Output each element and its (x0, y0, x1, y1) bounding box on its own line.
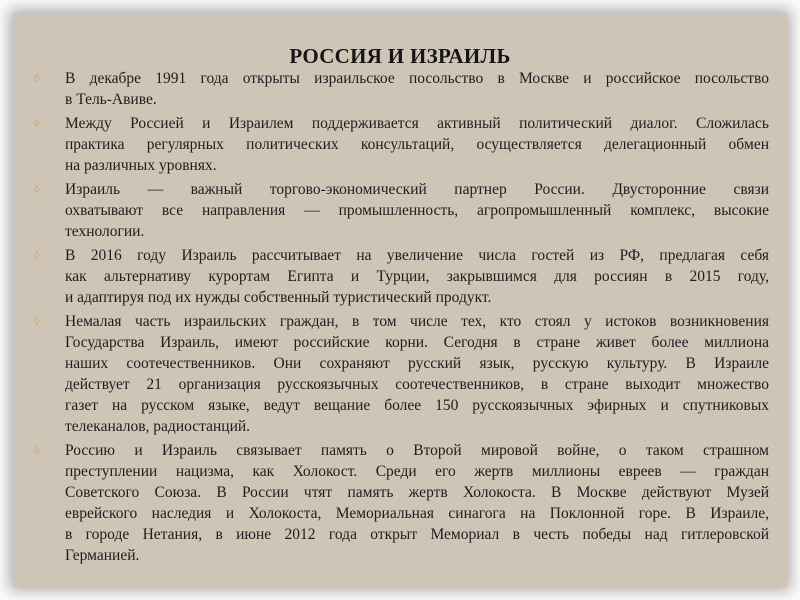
slide-body (34, 68, 769, 569)
paragraph-line: практика регулярных политических консультаций, осуществляется делегационный обмен (65, 136, 769, 153)
paragraph-line: Немалая часть израильских граждан, в том числе тех, кто стоял у истоков возникновения (65, 313, 769, 330)
paragraph-line: Израиль — важный торгово-экономический партнер России. Двусторонние связи (65, 181, 769, 198)
paragraph-line: Между Россией и Израилем поддерживается активный политический диалог. Сложилась (65, 115, 769, 132)
paragraph-line: на различных уровнях. (65, 157, 217, 174)
bullet-item (34, 311, 769, 437)
paragraph-line: Государства Израиль, имеют российские корни. Сегодня в стране живет более миллиона (65, 334, 769, 351)
paragraph-line: в городе Нетания, в июне 2012 года открыт Мемориал в честь победы над гитлеровской (65, 526, 769, 543)
paragraph-line: газет на русском языке, ведут вещание более 150 русскоязычных эфирных и спутниковых (65, 397, 769, 414)
bullet-item (34, 245, 769, 308)
bullet-diamond-icon: ◊ (34, 445, 40, 457)
bullet-item (34, 113, 769, 176)
bullet-item (34, 440, 769, 566)
paragraph-line: Советского Союза. В России чтят память жертв Холокоста. В Москве действуют Музей (65, 484, 769, 501)
paragraph-line: технологии. (65, 223, 145, 240)
paragraph-line: В 2016 году Израиль рассчитывает на увеличение числа гостей из РФ, предлагая себя (65, 247, 769, 264)
paragraph-line: еврейского наследия и Холокоста, Мемориальная синагога на Поклонной горе. В Израиле, (65, 505, 769, 522)
paragraph-line: наших соотечественников. Они сохраняют русский язык, русскую культуру. В Израиле (65, 355, 769, 372)
bullet-diamond-icon: ◊ (34, 316, 40, 328)
bullet-diamond-icon: ◊ (34, 118, 40, 130)
slide (13, 13, 787, 587)
paragraph-line: преступлении нацизма, как Холокост. Среди его жертв миллионы евреев — граждан (65, 463, 769, 480)
paragraph-line: действует 21 организация русскоязычных соотечественников, в стране выходит множество (65, 376, 769, 393)
bullet-diamond-icon: ◊ (34, 184, 40, 196)
slide-title: РОССИЯ И ИЗРАИЛЬ (289, 44, 511, 68)
paragraph-line: телеканалов, радиостанций. (65, 418, 251, 435)
paragraph-line: и адаптируя под их нужды собственный туристический продукт. (65, 289, 492, 306)
bullet-diamond-icon: ◊ (34, 73, 40, 85)
bullet-diamond-icon: ◊ (34, 250, 40, 262)
bullet-item (34, 179, 769, 242)
paragraph-line: охватывают все направления — промышленность, агропромышленный комплекс, высокие (65, 202, 769, 219)
paragraph-line: как альтернативу курортам Египта и Турции, закрывшимся для россиян в 2015 году, (65, 268, 769, 285)
bullet-item (34, 68, 769, 110)
paragraph-line: В декабре 1991 года открыты израильское посольство в Москве и российское посольство (65, 70, 769, 87)
paragraph-line: в Тель-Авиве. (65, 91, 157, 108)
paragraph-line: Россию и Израиль связывает память о Второй мировой войне, о таком страшном (65, 442, 769, 459)
paragraph-line: Германией. (65, 547, 140, 564)
